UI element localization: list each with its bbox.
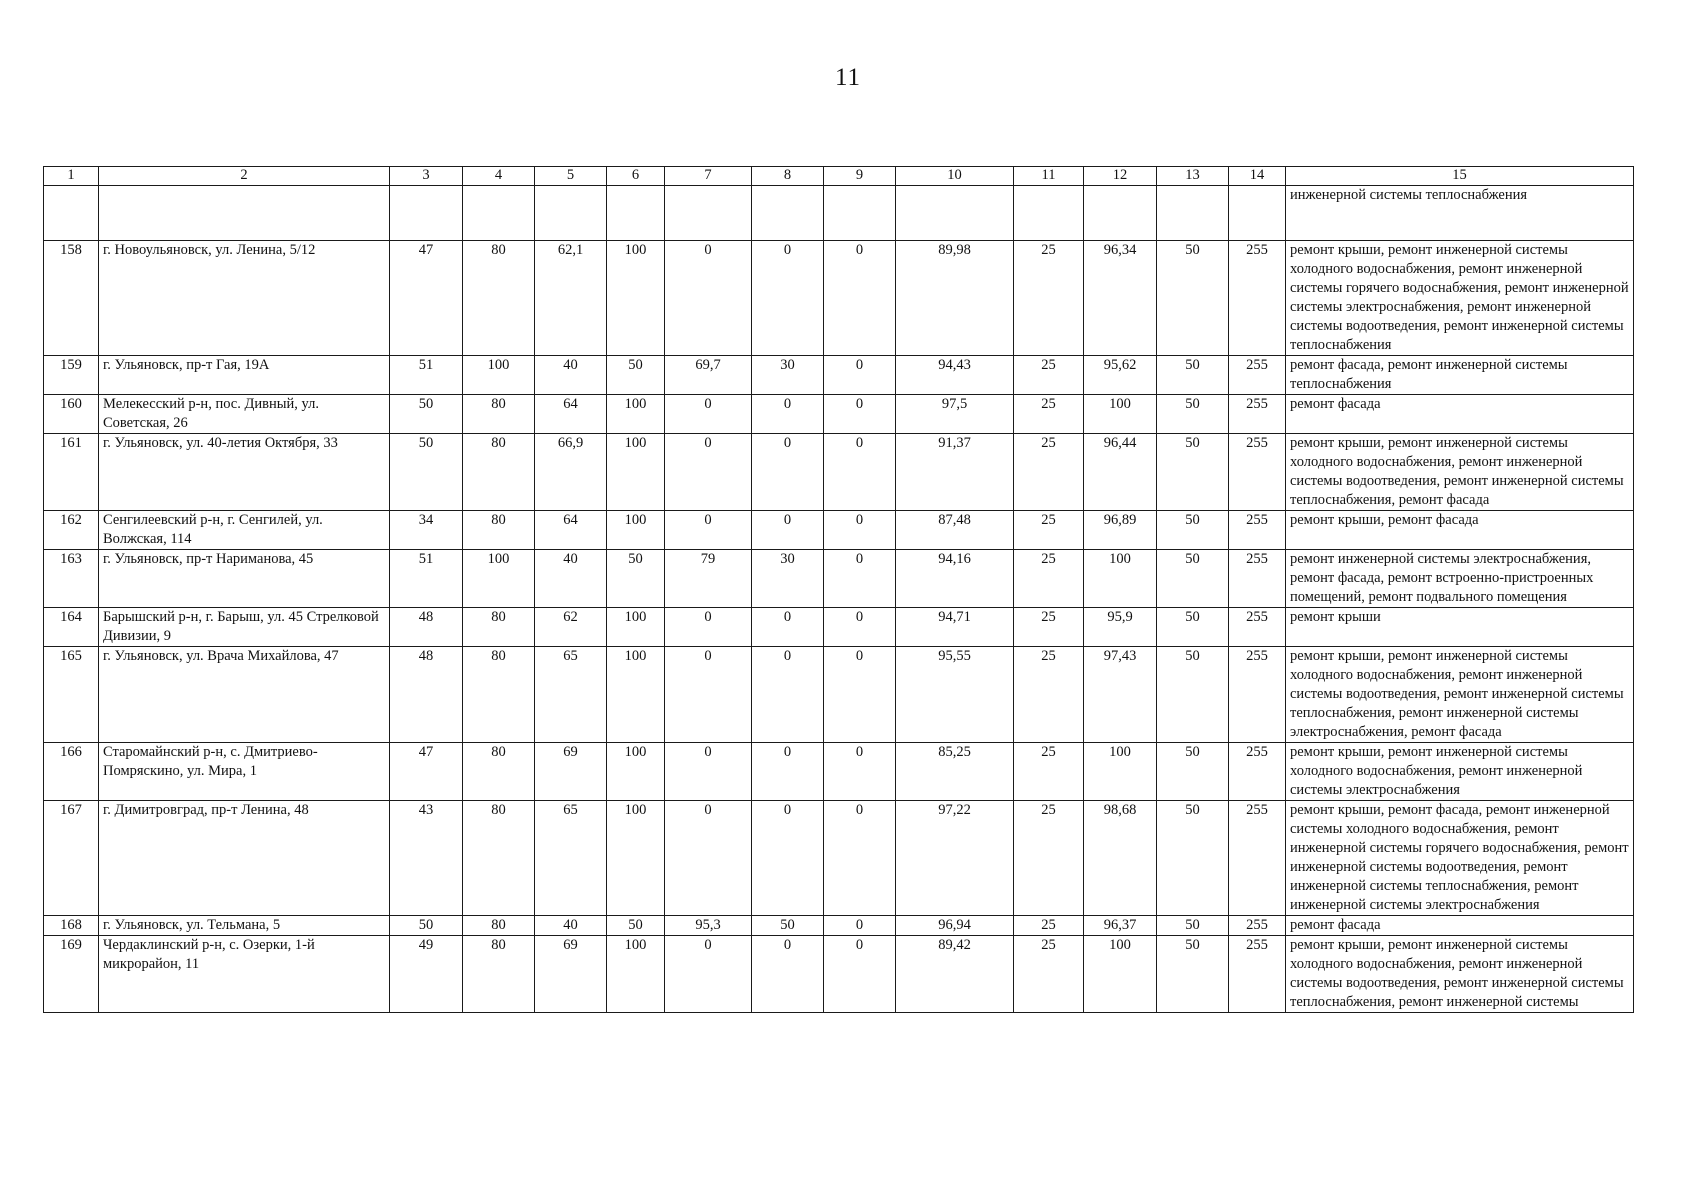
table-row xyxy=(44,743,1634,801)
col12-cell: 100 xyxy=(1084,743,1157,801)
table-row xyxy=(44,916,1634,936)
col8-cell: 0 xyxy=(752,743,824,801)
works-cell: ремонт крыши, ремонт фасада xyxy=(1286,511,1634,550)
col10-cell: 91,37 xyxy=(896,434,1014,511)
col11-cell: 25 xyxy=(1014,647,1084,743)
col7-cell: 0 xyxy=(665,936,752,1013)
address-cell: Чердаклинский р-н, с. Озерки, 1-й микрорайон, 11 xyxy=(99,936,390,1013)
col6-cell: 100 xyxy=(607,241,665,356)
col5-cell: 40 xyxy=(535,356,607,395)
col10-cell: 89,42 xyxy=(896,936,1014,1013)
col3-cell: 34 xyxy=(390,511,463,550)
col9-cell: 0 xyxy=(824,743,896,801)
col8-cell: 30 xyxy=(752,356,824,395)
col9-cell: 0 xyxy=(824,434,896,511)
works-cell: ремонт фасада, ремонт инженерной системы теплоснабжения xyxy=(1286,356,1634,395)
row-number: 159 xyxy=(44,356,99,395)
address-cell: г. Ульяновск, пр-т Нариманова, 45 xyxy=(99,550,390,608)
col9-cell: 0 xyxy=(824,241,896,356)
col12-cell: 96,34 xyxy=(1084,241,1157,356)
address-cell: г. Ульяновск, ул. Тельмана, 5 xyxy=(99,916,390,936)
col13-cell: 50 xyxy=(1157,916,1229,936)
row-number: 161 xyxy=(44,434,99,511)
col13-cell: 50 xyxy=(1157,801,1229,916)
col10-cell: 89,98 xyxy=(896,241,1014,356)
column-header: 5 xyxy=(535,167,607,186)
col12-cell: 100 xyxy=(1084,936,1157,1013)
column-header: 15 xyxy=(1286,167,1634,186)
column-header: 6 xyxy=(607,167,665,186)
col13-cell: 50 xyxy=(1157,647,1229,743)
col5-cell: 69 xyxy=(535,743,607,801)
col4-cell: 80 xyxy=(463,936,535,1013)
col12-cell: 96,37 xyxy=(1084,916,1157,936)
col6-cell: 100 xyxy=(607,434,665,511)
column-header: 2 xyxy=(99,167,390,186)
col11-cell: 25 xyxy=(1014,241,1084,356)
col11-cell: 25 xyxy=(1014,801,1084,916)
col12-cell: 96,89 xyxy=(1084,511,1157,550)
col8-cell: 0 xyxy=(752,801,824,916)
address-cell: г. Ульяновск, пр-т Гая, 19А xyxy=(99,356,390,395)
column-number-row xyxy=(44,167,1634,186)
table-row xyxy=(44,511,1634,550)
col14-cell: 255 xyxy=(1229,241,1286,356)
address-cell: г. Новоульяновск, ул. Ленина, 5/12 xyxy=(99,241,390,356)
col13-cell: 50 xyxy=(1157,936,1229,1013)
col5-cell: 64 xyxy=(535,395,607,434)
col3-cell: 51 xyxy=(390,550,463,608)
col14-cell: 255 xyxy=(1229,801,1286,916)
col9-cell: 0 xyxy=(824,801,896,916)
col14-cell: 255 xyxy=(1229,743,1286,801)
col7-cell: 69,7 xyxy=(665,356,752,395)
col3-cell: 48 xyxy=(390,608,463,647)
col8-cell: 30 xyxy=(752,550,824,608)
col4-cell: 80 xyxy=(463,801,535,916)
col4-cell: 80 xyxy=(463,743,535,801)
col6-cell: 100 xyxy=(607,743,665,801)
col6-cell: 50 xyxy=(607,916,665,936)
col4-cell: 80 xyxy=(463,608,535,647)
col8-cell: 0 xyxy=(752,241,824,356)
table-row xyxy=(44,241,1634,356)
col6-cell: 50 xyxy=(607,550,665,608)
col13-cell: 50 xyxy=(1157,550,1229,608)
col10-cell: 96,94 xyxy=(896,916,1014,936)
col10-cell: 94,71 xyxy=(896,608,1014,647)
col13-cell: 50 xyxy=(1157,395,1229,434)
col4-cell: 100 xyxy=(463,550,535,608)
col8-cell: 50 xyxy=(752,916,824,936)
col10-cell: 94,43 xyxy=(896,356,1014,395)
col7-cell: 95,3 xyxy=(665,916,752,936)
col13-cell: 50 xyxy=(1157,241,1229,356)
col10-cell: 87,48 xyxy=(896,511,1014,550)
col9-cell: 0 xyxy=(824,936,896,1013)
col12-cell: 96,44 xyxy=(1084,434,1157,511)
continuation-text: инженерной системы теплоснабжения xyxy=(1286,186,1634,241)
row-number: 168 xyxy=(44,916,99,936)
col6-cell: 100 xyxy=(607,936,665,1013)
col13-cell: 50 xyxy=(1157,434,1229,511)
col7-cell: 0 xyxy=(665,743,752,801)
col3-cell: 47 xyxy=(390,241,463,356)
table-row xyxy=(44,434,1634,511)
col6-cell: 100 xyxy=(607,511,665,550)
col5-cell: 40 xyxy=(535,916,607,936)
column-header: 14 xyxy=(1229,167,1286,186)
col7-cell: 79 xyxy=(665,550,752,608)
address-cell: г. Димитровград, пр-т Ленина, 48 xyxy=(99,801,390,916)
col12-cell: 100 xyxy=(1084,550,1157,608)
col10-cell: 94,16 xyxy=(896,550,1014,608)
col7-cell: 0 xyxy=(665,434,752,511)
row-number: 158 xyxy=(44,241,99,356)
table-row xyxy=(44,608,1634,647)
column-header: 3 xyxy=(390,167,463,186)
col14-cell: 255 xyxy=(1229,916,1286,936)
column-header: 1 xyxy=(44,167,99,186)
column-header: 11 xyxy=(1014,167,1084,186)
col11-cell: 25 xyxy=(1014,434,1084,511)
address-cell: Старомайнский р-н, с. Дмитриево-Помряскино, ул. Мира, 1 xyxy=(99,743,390,801)
works-cell: ремонт крыши, ремонт инженерной системы холодного водоснабжения, ремонт инженерной системы водоотведения, ремонт инженерной системы теплоснабжения, ремонт инженерной системы xyxy=(1286,936,1634,1013)
row-number: 164 xyxy=(44,608,99,647)
column-header: 4 xyxy=(463,167,535,186)
row-number: 169 xyxy=(44,936,99,1013)
col3-cell: 50 xyxy=(390,916,463,936)
col4-cell: 80 xyxy=(463,916,535,936)
row-number: 166 xyxy=(44,743,99,801)
col14-cell: 255 xyxy=(1229,434,1286,511)
address-cell: Барышский р-н, г. Барыш, ул. 45 Стрелковой Дивизии, 9 xyxy=(99,608,390,647)
col6-cell: 100 xyxy=(607,395,665,434)
col10-cell: 97,22 xyxy=(896,801,1014,916)
col14-cell: 255 xyxy=(1229,395,1286,434)
page-number: 11 xyxy=(834,64,862,91)
col12-cell: 95,9 xyxy=(1084,608,1157,647)
col12-cell: 98,68 xyxy=(1084,801,1157,916)
col6-cell: 50 xyxy=(607,356,665,395)
col6-cell: 100 xyxy=(607,608,665,647)
col13-cell: 50 xyxy=(1157,743,1229,801)
address-cell: Мелекесский р-н, пос. Дивный, ул. Советская, 26 xyxy=(99,395,390,434)
table-row xyxy=(44,801,1634,916)
table-row xyxy=(44,395,1634,434)
col14-cell: 255 xyxy=(1229,608,1286,647)
col11-cell: 25 xyxy=(1014,936,1084,1013)
col11-cell: 25 xyxy=(1014,608,1084,647)
col4-cell: 100 xyxy=(463,356,535,395)
col5-cell: 64 xyxy=(535,511,607,550)
row-number: 165 xyxy=(44,647,99,743)
col11-cell: 25 xyxy=(1014,511,1084,550)
row-number: 163 xyxy=(44,550,99,608)
column-header: 13 xyxy=(1157,167,1229,186)
col12-cell: 100 xyxy=(1084,395,1157,434)
table-row xyxy=(44,356,1634,395)
col7-cell: 0 xyxy=(665,801,752,916)
col5-cell: 69 xyxy=(535,936,607,1013)
col8-cell: 0 xyxy=(752,647,824,743)
works-cell: ремонт фасада xyxy=(1286,395,1634,434)
col3-cell: 48 xyxy=(390,647,463,743)
col9-cell: 0 xyxy=(824,511,896,550)
works-cell: ремонт крыши xyxy=(1286,608,1634,647)
column-header: 10 xyxy=(896,167,1014,186)
col14-cell: 255 xyxy=(1229,936,1286,1013)
col12-cell: 97,43 xyxy=(1084,647,1157,743)
row-number: 162 xyxy=(44,511,99,550)
col5-cell: 62 xyxy=(535,608,607,647)
col8-cell: 0 xyxy=(752,434,824,511)
col5-cell: 66,9 xyxy=(535,434,607,511)
col13-cell: 50 xyxy=(1157,511,1229,550)
table-row xyxy=(44,936,1634,1013)
works-cell: ремонт крыши, ремонт инженерной системы холодного водоснабжения, ремонт инженерной системы электроснабжения xyxy=(1286,743,1634,801)
col9-cell: 0 xyxy=(824,356,896,395)
repair-program-table xyxy=(43,166,1634,1013)
continuation-row xyxy=(44,186,1634,241)
works-cell: ремонт крыши, ремонт фасада, ремонт инженерной системы холодного водоснабжения, ремонт инженерной системы горячего водоснабжения, ремонт инженерной системы водоотведения, ремонт инженерной системы теплоснабжения, ремонт инженерной системы электроснабжения xyxy=(1286,801,1634,916)
col14-cell: 255 xyxy=(1229,356,1286,395)
col8-cell: 0 xyxy=(752,936,824,1013)
column-header: 7 xyxy=(665,167,752,186)
address-cell: г. Ульяновск, ул. 40-летия Октября, 33 xyxy=(99,434,390,511)
row-number: 160 xyxy=(44,395,99,434)
column-header: 8 xyxy=(752,167,824,186)
col11-cell: 25 xyxy=(1014,356,1084,395)
row-number: 167 xyxy=(44,801,99,916)
col3-cell: 50 xyxy=(390,395,463,434)
col9-cell: 0 xyxy=(824,395,896,434)
col5-cell: 65 xyxy=(535,801,607,916)
works-cell: ремонт крыши, ремонт инженерной системы холодного водоснабжения, ремонт инженерной системы водоотведения, ремонт инженерной системы теплоснабжения, ремонт инженерной системы электроснабжения, ремонт фасада xyxy=(1286,647,1634,743)
col9-cell: 0 xyxy=(824,916,896,936)
col7-cell: 0 xyxy=(665,395,752,434)
col9-cell: 0 xyxy=(824,550,896,608)
table-row xyxy=(44,550,1634,608)
col6-cell: 100 xyxy=(607,801,665,916)
col11-cell: 25 xyxy=(1014,395,1084,434)
col14-cell: 255 xyxy=(1229,550,1286,608)
col3-cell: 43 xyxy=(390,801,463,916)
col12-cell: 95,62 xyxy=(1084,356,1157,395)
works-cell: ремонт крыши, ремонт инженерной системы холодного водоснабжения, ремонт инженерной системы горячего водоснабжения, ремонт инженерной системы электроснабжения, ремонт инженерной системы водоотведения, ремонт инженерной системы теплоснабжения xyxy=(1286,241,1634,356)
col14-cell: 255 xyxy=(1229,647,1286,743)
col10-cell: 95,55 xyxy=(896,647,1014,743)
col13-cell: 50 xyxy=(1157,356,1229,395)
col4-cell: 80 xyxy=(463,647,535,743)
col8-cell: 0 xyxy=(752,608,824,647)
table-body xyxy=(44,186,1634,1013)
col7-cell: 0 xyxy=(665,647,752,743)
col3-cell: 49 xyxy=(390,936,463,1013)
col9-cell: 0 xyxy=(824,608,896,647)
col8-cell: 0 xyxy=(752,395,824,434)
col10-cell: 97,5 xyxy=(896,395,1014,434)
col13-cell: 50 xyxy=(1157,608,1229,647)
col7-cell: 0 xyxy=(665,511,752,550)
col3-cell: 47 xyxy=(390,743,463,801)
col11-cell: 25 xyxy=(1014,743,1084,801)
col11-cell: 25 xyxy=(1014,916,1084,936)
col5-cell: 65 xyxy=(535,647,607,743)
col7-cell: 0 xyxy=(665,241,752,356)
col4-cell: 80 xyxy=(463,241,535,356)
col3-cell: 50 xyxy=(390,434,463,511)
col4-cell: 80 xyxy=(463,395,535,434)
col10-cell: 85,25 xyxy=(896,743,1014,801)
col11-cell: 25 xyxy=(1014,550,1084,608)
col14-cell: 255 xyxy=(1229,511,1286,550)
col5-cell: 40 xyxy=(535,550,607,608)
column-header: 9 xyxy=(824,167,896,186)
col4-cell: 80 xyxy=(463,511,535,550)
col6-cell: 100 xyxy=(607,647,665,743)
works-cell: ремонт фасада xyxy=(1286,916,1634,936)
works-cell: ремонт крыши, ремонт инженерной системы холодного водоснабжения, ремонт инженерной системы водоотведения, ремонт инженерной системы теплоснабжения, ремонт фасада xyxy=(1286,434,1634,511)
works-cell: ремонт инженерной системы электроснабжения, ремонт фасада, ремонт встроенно-пристроенных помещений, ремонт подвального помещения xyxy=(1286,550,1634,608)
col5-cell: 62,1 xyxy=(535,241,607,356)
col7-cell: 0 xyxy=(665,608,752,647)
col3-cell: 51 xyxy=(390,356,463,395)
address-cell: г. Ульяновск, ул. Врача Михайлова, 47 xyxy=(99,647,390,743)
column-header: 12 xyxy=(1084,167,1157,186)
col9-cell: 0 xyxy=(824,647,896,743)
table-row xyxy=(44,647,1634,743)
col8-cell: 0 xyxy=(752,511,824,550)
col4-cell: 80 xyxy=(463,434,535,511)
address-cell: Сенгилеевский р-н, г. Сенгилей, ул. Волжская, 114 xyxy=(99,511,390,550)
